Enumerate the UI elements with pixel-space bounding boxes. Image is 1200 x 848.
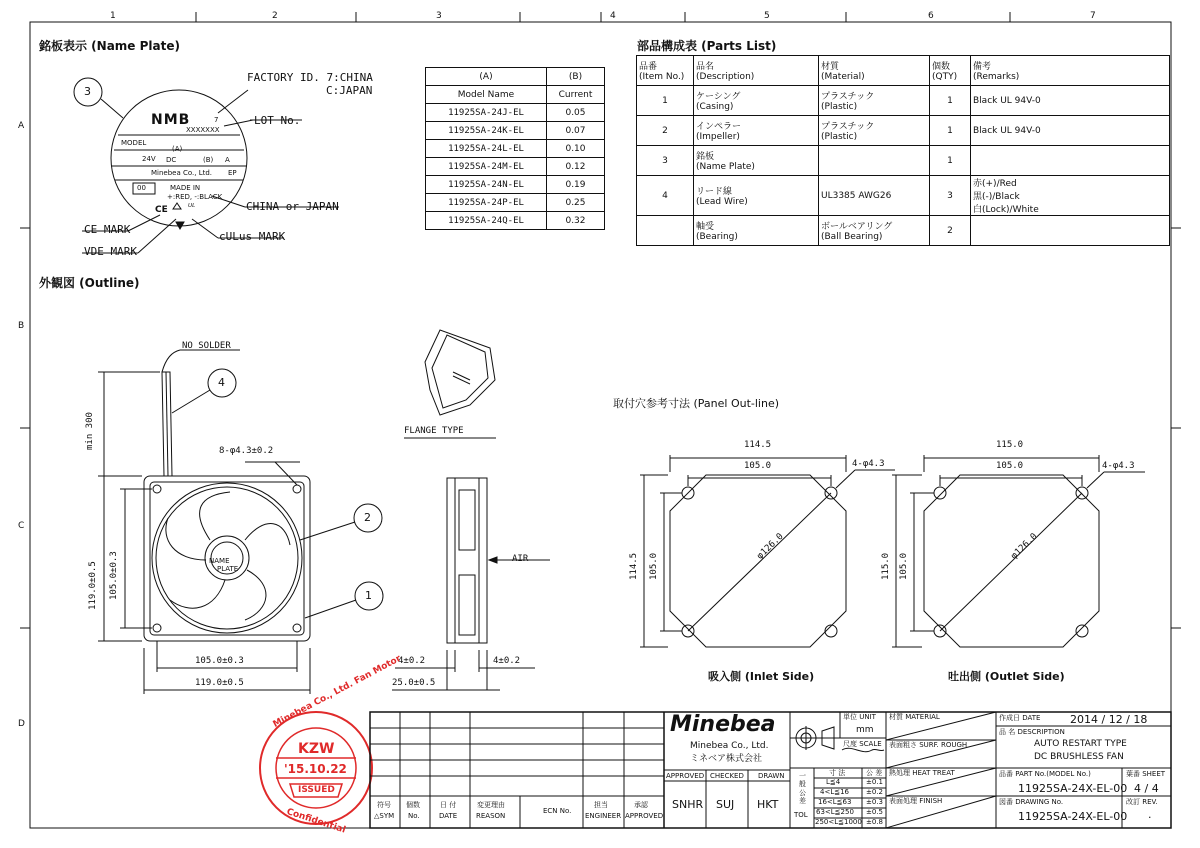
- table-row: [637, 86, 1170, 116]
- desc-en: (Bearing): [696, 232, 738, 242]
- header-desc-en: (Description): [696, 72, 755, 82]
- current-cell: 0.10: [547, 140, 605, 158]
- outlet-top-inner: 105.0: [996, 461, 1024, 471]
- inlet-diagonal: φ126.0: [755, 531, 786, 562]
- mat-jp: UL3385 AWG26: [819, 176, 930, 216]
- approved-label: APPROVED: [666, 772, 705, 780]
- current-cell: 0.32: [547, 212, 605, 230]
- desc-jp: 銘板: [696, 152, 715, 162]
- plate-code-box: 00: [137, 184, 146, 192]
- finish-label: 表面処理 FINISH: [889, 797, 943, 805]
- tol-range: 63<L≦250: [816, 808, 854, 816]
- col-label-2: 2: [272, 11, 278, 21]
- current-cell: 0.07: [547, 122, 605, 140]
- table-row: [637, 146, 1170, 176]
- rev-reason-jp: 変更理由: [477, 801, 505, 809]
- model-table-header-a: (A): [426, 68, 547, 86]
- tol-head-tol: 公 差: [866, 769, 883, 777]
- plate-made-in: MADE IN: [170, 184, 201, 192]
- model-name-cell: 11925SA-24K-EL: [426, 122, 547, 140]
- scale-label: 尺度 SCALE: [843, 740, 882, 748]
- stamp-issued: ISSUED: [298, 785, 335, 795]
- ul-icon: ᵁᴸ: [188, 203, 196, 213]
- plate-ce-icon: CE: [155, 205, 168, 215]
- mat-jp: プラスチック: [821, 122, 875, 132]
- table-row: [426, 122, 605, 140]
- description-line1: AUTO RESTART TYPE: [1034, 739, 1127, 749]
- checked-by: SUJ: [716, 798, 735, 811]
- outline-title: 外観図 (Outline): [39, 276, 140, 290]
- item-no-cell: 1: [637, 86, 694, 116]
- item-no-cell: 3: [637, 146, 694, 176]
- item-no-cell: 2: [637, 116, 694, 146]
- rev-no-en: No.: [408, 812, 420, 820]
- col-label-7: 7: [1090, 11, 1096, 21]
- description-label: 品 名 DESCRIPTION: [999, 728, 1065, 736]
- factory-id-line1: FACTORY ID. 7:CHINA: [247, 71, 373, 84]
- plate-ep: EP: [228, 169, 237, 177]
- parts-list-title: 部品構成表 (Parts List): [637, 39, 777, 53]
- desc-jp: ケーシング: [696, 92, 741, 102]
- model-table-header-b: (B): [547, 68, 605, 86]
- table-row: [426, 158, 605, 176]
- outlet-diagonal: φ126.0: [1009, 531, 1040, 562]
- header-qty-jp: 個数: [932, 62, 951, 72]
- factory-id-line2: C:JAPAN: [326, 84, 373, 97]
- tol-value: ±0.3: [866, 798, 883, 806]
- col-label-6: 6: [928, 11, 934, 21]
- dim-4-right: 4±0.2: [493, 656, 521, 666]
- description-line2: DC BRUSHLESS FAN: [1034, 752, 1124, 762]
- ce-mark-label: CE MARK: [84, 223, 131, 236]
- current-cell: 0.25: [547, 194, 605, 212]
- model-name-cell: 11925SA-24N-EL: [426, 176, 547, 194]
- col-label-3: 3: [436, 11, 442, 21]
- plate-current-b: (B): [203, 156, 214, 164]
- model-table-subheader-current: Current: [547, 86, 605, 104]
- stamp-ring-top: Minebea Co., Ltd. Fan Motor: [271, 653, 403, 730]
- model-name-cell: 11925SA-24P-EL: [426, 194, 547, 212]
- remarks-cell: Black UL 94V-0: [971, 116, 1170, 146]
- inlet-top-outer: 114.5: [744, 440, 772, 450]
- outlet-left-outer: 115.0: [881, 552, 891, 580]
- fan-outline-drawing: [98, 350, 383, 694]
- current-cell: 0.12: [547, 158, 605, 176]
- current-cell: 0.05: [547, 104, 605, 122]
- mat-jp: ボールベアリング: [821, 222, 893, 232]
- rev-value: .: [1148, 808, 1152, 821]
- mat-cell: [819, 146, 930, 176]
- plate-voltage: 24V: [142, 155, 156, 163]
- mat-jp: プラスチック: [821, 92, 875, 102]
- drawing-no-label: 図番 DRAWING No.: [999, 798, 1064, 806]
- tol-label: 一般公差: [799, 772, 806, 806]
- remarks-cell: Black UL 94V-0: [971, 86, 1170, 116]
- plate-maker: Minebea Co., Ltd.: [151, 169, 213, 177]
- plate-amp: A: [225, 156, 230, 164]
- remark-red: 赤(+)/Red: [973, 179, 1017, 189]
- side-view-drawing: [392, 330, 550, 690]
- table-row: [426, 212, 605, 230]
- material-label: 材質 MATERIAL: [889, 713, 940, 721]
- desc-en: (Casing): [696, 102, 734, 112]
- holes-label: 8-φ4.3±0.2: [219, 446, 274, 456]
- plate-lot-digit: 7: [214, 116, 219, 124]
- header-rem-en: (Remarks): [973, 72, 1020, 82]
- plate-model-label: MODEL: [121, 139, 147, 147]
- dim-119-horizontal: 119.0±0.5: [195, 678, 244, 688]
- desc-en: (Name Plate): [696, 162, 755, 172]
- desc-jp: インペラー: [696, 122, 742, 132]
- tol-value: ±0.5: [866, 808, 883, 816]
- inlet-top-inner: 105.0: [744, 461, 772, 471]
- remark-black: 黒(-)/Black: [973, 192, 1020, 202]
- minebea-logo: Minebea: [670, 712, 776, 737]
- inlet-caption: 吸入側 (Inlet Side): [708, 670, 815, 683]
- col-label-1: 1: [110, 11, 116, 21]
- rev-eng-en: ENGINEER: [585, 812, 622, 820]
- plate-lot-code: XXXXXXX: [186, 126, 220, 134]
- header-item-jp: 品番: [639, 62, 658, 72]
- qty-cell: 1: [930, 116, 971, 146]
- no-solder-label: NO SOLDER: [182, 341, 231, 351]
- parts-table: [636, 55, 1170, 246]
- stamp-ring-bottom: Confidential: [285, 807, 347, 836]
- desc-en: (Impeller): [696, 132, 740, 142]
- tol-en: TOL: [794, 811, 808, 819]
- rev-appr-en: APPROVED: [625, 812, 664, 820]
- fan-nameplate-text-1: NAME: [209, 557, 230, 565]
- outlet-caption: 吐出側 (Outlet Side): [948, 670, 1065, 683]
- panel-title: 取付穴参考寸法 (Panel Out-line): [613, 397, 780, 410]
- row-label-a: A: [18, 121, 25, 131]
- qty-cell: 3: [930, 176, 971, 216]
- rev-no-jp: 個数: [406, 801, 420, 809]
- inlet-left-outer: 114.5: [629, 552, 639, 580]
- tol-range: 250<L≦1000: [815, 818, 862, 826]
- model-name-cell: 11925SA-24M-EL: [426, 158, 547, 176]
- flange-type-label: FLANGE TYPE: [404, 426, 464, 436]
- tol-value: ±0.2: [866, 788, 883, 796]
- dim-119-vertical: 119.0±0.5: [88, 561, 98, 610]
- lot-no-label: LOT No.: [254, 114, 301, 127]
- model-table: [425, 67, 605, 230]
- culus-mark-label: cULus MARK: [219, 230, 286, 243]
- stamp-date: '15.10.22: [284, 762, 347, 776]
- rev-label: 改訂 REV.: [1126, 798, 1158, 806]
- nmb-logo: NMB: [151, 112, 191, 128]
- model-table-subheader-model: Model Name: [426, 86, 547, 104]
- desc-en: (Lead Wire): [696, 197, 748, 207]
- mat-en: (Plastic): [821, 102, 858, 112]
- drawing-no: 11925SA-24X-EL-00: [1018, 810, 1128, 823]
- part-no-label: 品番 PART No.(MODEL No.): [999, 770, 1091, 778]
- inlet-holes: 4-φ4.3: [852, 459, 885, 469]
- outlet-holes: 4-φ4.3: [1102, 461, 1135, 471]
- table-row: [637, 216, 1170, 246]
- table-row: [426, 194, 605, 212]
- outlet-left-inner: 105.0: [899, 552, 909, 580]
- row-label-c: C: [18, 521, 25, 531]
- remark-white: 白(Lock)/White: [973, 205, 1039, 215]
- dim-105-vertical: 105.0±0.3: [109, 551, 119, 600]
- part-no: 11925SA-24X-EL-00: [1018, 782, 1128, 795]
- rev-date-en: DATE: [439, 812, 458, 820]
- balloon-4: 4: [218, 376, 225, 389]
- header-mat-jp: 材質: [821, 62, 840, 72]
- item-no-cell: 4: [637, 176, 694, 216]
- row-label-d: D: [18, 719, 25, 729]
- stamp-code: KZW: [298, 741, 335, 757]
- mat-en: (Plastic): [821, 132, 858, 142]
- tol-value: ±0.1: [866, 778, 883, 786]
- date-label: 作成日 DATE: [999, 714, 1041, 722]
- header-qty-en: (QTY): [932, 72, 958, 82]
- desc-jp: リード線: [696, 187, 733, 197]
- dim-4-left: 4±0.2: [398, 656, 426, 666]
- table-row: [426, 104, 605, 122]
- current-cell: 0.19: [547, 176, 605, 194]
- tol-range: 16<L≦63: [818, 798, 852, 806]
- checked-label: CHECKED: [710, 772, 744, 780]
- plate-wire-note: +:RED, -:BLACK: [167, 193, 223, 201]
- desc-jp: 軸受: [696, 222, 715, 232]
- approved-by: SNHR: [672, 798, 704, 811]
- drawn-label: DRAWN: [758, 772, 785, 780]
- drawn-by: HKT: [757, 798, 779, 811]
- sheet-label: 葉番 SHEET: [1126, 770, 1166, 778]
- air-label: AIR: [512, 554, 529, 564]
- table-row: [426, 140, 605, 158]
- dim-105-horizontal: 105.0±0.3: [195, 656, 244, 666]
- plate-dc: DC: [166, 156, 177, 164]
- balloon-2: 2: [364, 511, 371, 524]
- plate-model-a: (A): [172, 145, 183, 153]
- model-name-cell: 11925SA-24L-EL: [426, 140, 547, 158]
- unit-label: 単位 UNIT: [843, 713, 876, 721]
- unit-value: mm: [856, 725, 874, 735]
- header-desc-jp: 品名: [696, 62, 715, 72]
- fan-nameplate-text-2: PLATE: [217, 565, 239, 573]
- header-mat-en: (Material): [821, 72, 865, 82]
- china-or-japan-label: CHINA or JAPAN: [246, 200, 339, 213]
- sheet-value: 4 / 4: [1134, 782, 1159, 795]
- rev-reason-en: REASON: [476, 812, 506, 820]
- table-row: [426, 176, 605, 194]
- row-label-b: B: [18, 321, 25, 331]
- vde-mark-label: VDE MARK: [84, 245, 137, 258]
- balloon-1: 1: [365, 589, 372, 602]
- company-name-jp: ミネベア株式会社: [690, 754, 763, 764]
- outlet-top-outer: 115.0: [996, 440, 1024, 450]
- remarks-cell: [971, 146, 1170, 176]
- remarks-cell: [971, 216, 1170, 246]
- model-name-cell: 11925SA-24J-EL: [426, 104, 547, 122]
- surf-label: 表面粗さ SURF. ROUGH: [889, 741, 968, 749]
- model-name-cell: 11925SA-24Q-EL: [426, 212, 547, 230]
- inlet-left-inner: 105.0: [649, 552, 659, 580]
- col-label-4: 4: [610, 11, 616, 21]
- table-row: [637, 176, 1170, 216]
- rev-date-jp: 日 付: [440, 801, 457, 809]
- dim-25: 25.0±0.5: [392, 678, 436, 688]
- qty-cell: 1: [930, 86, 971, 116]
- balloon-3: 3: [84, 85, 91, 98]
- rev-eng-jp: 担当: [594, 801, 608, 809]
- mat-en: (Ball Bearing): [821, 232, 883, 242]
- table-row: [637, 116, 1170, 146]
- drawing-date: 2014 / 12 / 18: [1070, 713, 1148, 726]
- header-rem-jp: 備考: [973, 62, 992, 72]
- tol-value: ±0.8: [866, 818, 883, 826]
- heat-label: 熱処理 HEAT TREAT: [889, 769, 955, 777]
- rev-sym-en: △SYM: [374, 812, 395, 820]
- nameplate-title: 銘板表示 (Name Plate): [39, 39, 180, 53]
- rev-sym-jp: 符号: [377, 801, 391, 809]
- qty-cell: 1: [930, 146, 971, 176]
- header-item-en: (Item No.): [639, 72, 685, 82]
- qty-cell: 2: [930, 216, 971, 246]
- item-no-cell: [637, 216, 694, 246]
- tol-range: L≦4: [826, 778, 841, 786]
- tol-range: 4<L≦16: [820, 788, 849, 796]
- rev-appr-jp: 承認: [634, 801, 648, 809]
- rev-ecn: ECN No.: [543, 807, 572, 815]
- tol-head-dim: 寸 法: [829, 769, 846, 777]
- company-name-en: Minebea Co., Ltd.: [690, 741, 769, 751]
- col-label-5: 5: [764, 11, 770, 21]
- min-300-label: min 300: [85, 412, 95, 450]
